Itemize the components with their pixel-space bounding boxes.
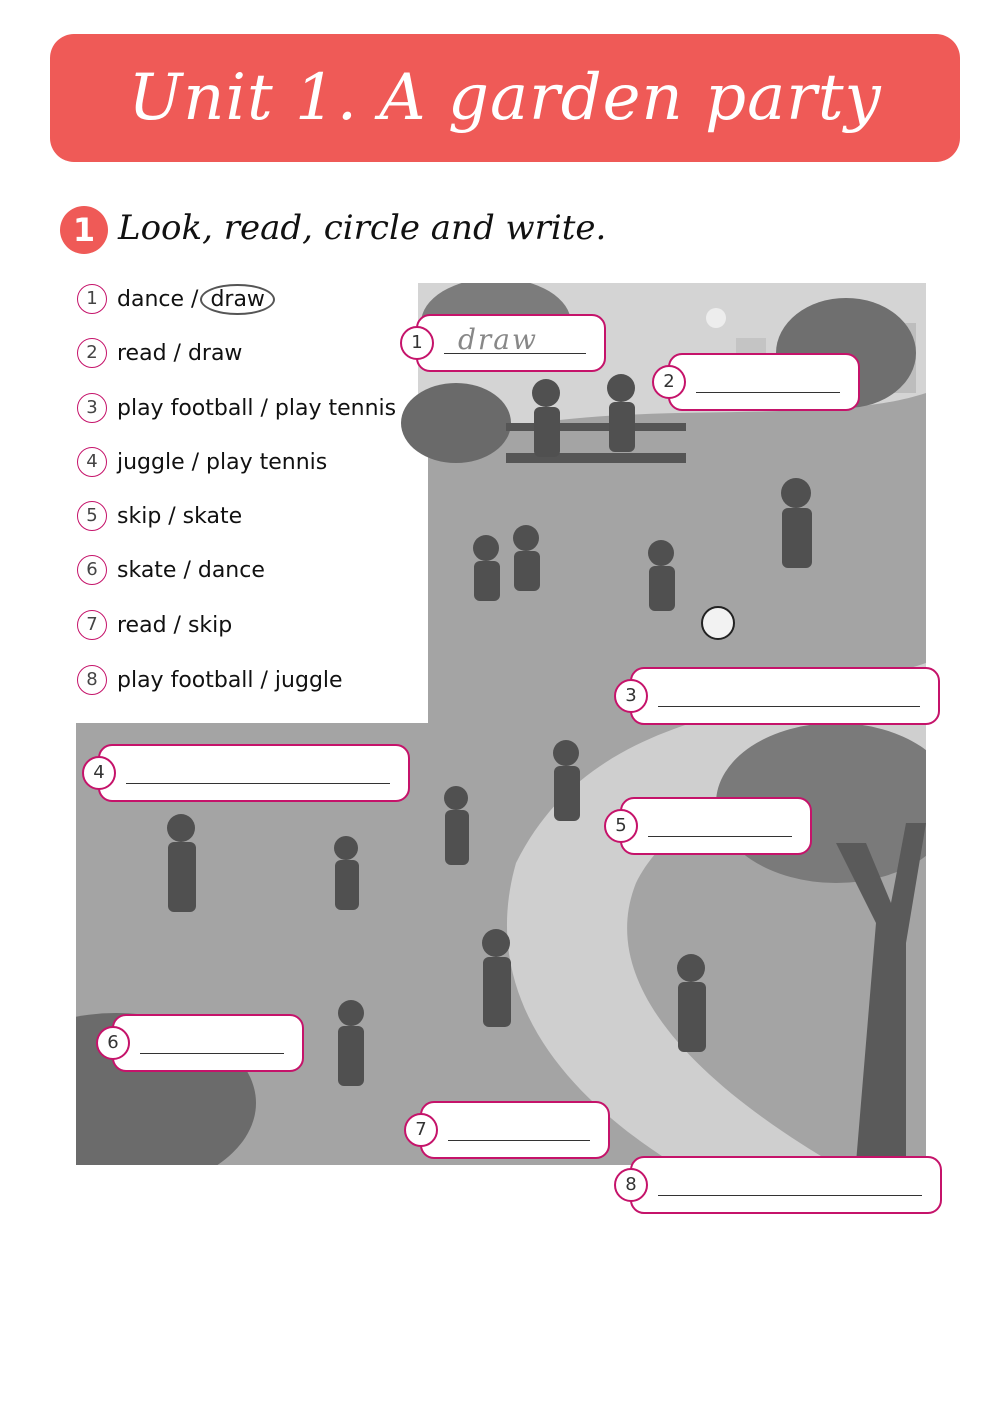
option-number: 8: [77, 665, 107, 695]
sun-icon: [706, 308, 726, 328]
option-text[interactable]: read / draw: [117, 340, 243, 366]
answer-box-3: [625, 667, 940, 725]
page-title: Unit 1. A garden party: [128, 61, 882, 135]
option-text[interactable]: read / skip: [117, 612, 233, 638]
answer-box-8: [625, 1156, 942, 1214]
answer-box-7: [415, 1101, 610, 1159]
option-number: 5: [77, 501, 107, 531]
answer-line: [696, 392, 840, 393]
option-number: 3: [77, 393, 107, 423]
bush-top-left: [401, 383, 511, 463]
option-number: 7: [77, 610, 107, 640]
option-text[interactable]: skate / dance: [117, 557, 265, 583]
answer-line: [658, 1195, 922, 1196]
answer-number: 5: [604, 809, 638, 843]
answer-box-6: [107, 1014, 304, 1072]
answer-line: [448, 1140, 590, 1141]
option-number: 2: [77, 338, 107, 368]
answer-field-1[interactable]: draw: [458, 323, 538, 356]
option-text[interactable]: play football / juggle: [117, 667, 343, 693]
answer-number: 7: [404, 1113, 438, 1147]
football-icon: [702, 607, 734, 639]
answer-box-1: [411, 314, 606, 372]
option-choice-b-circled[interactable]: draw: [200, 284, 274, 315]
answer-box-4: [93, 744, 410, 802]
answer-line: [658, 706, 920, 707]
answer-line: [140, 1053, 284, 1054]
bench: [506, 453, 686, 463]
option-number: 4: [77, 447, 107, 477]
answer-box-2: [663, 353, 860, 411]
answer-line: [648, 836, 792, 837]
option-number: 1: [77, 284, 107, 314]
bench-back: [506, 423, 686, 431]
option-number: 6: [77, 555, 107, 585]
answer-number: 1: [400, 326, 434, 360]
exercise-number-badge: 1: [60, 206, 108, 254]
title-banner: [50, 34, 960, 162]
answer-line: [126, 783, 390, 784]
exercise-instruction: Look, read, circle and write.: [118, 208, 607, 248]
option-text[interactable]: play football / play tennis: [117, 395, 397, 421]
option-text[interactable]: juggle / play tennis: [117, 449, 328, 475]
answer-number: 6: [96, 1026, 130, 1060]
answer-number: 2: [652, 365, 686, 399]
answer-number: 8: [614, 1168, 648, 1202]
option-choice-a[interactable]: dance /: [117, 286, 199, 312]
answer-number: 3: [614, 679, 648, 713]
answer-number: 4: [82, 756, 116, 790]
option-text[interactable]: skip / skate: [117, 503, 243, 529]
answer-box-5: [615, 797, 812, 855]
